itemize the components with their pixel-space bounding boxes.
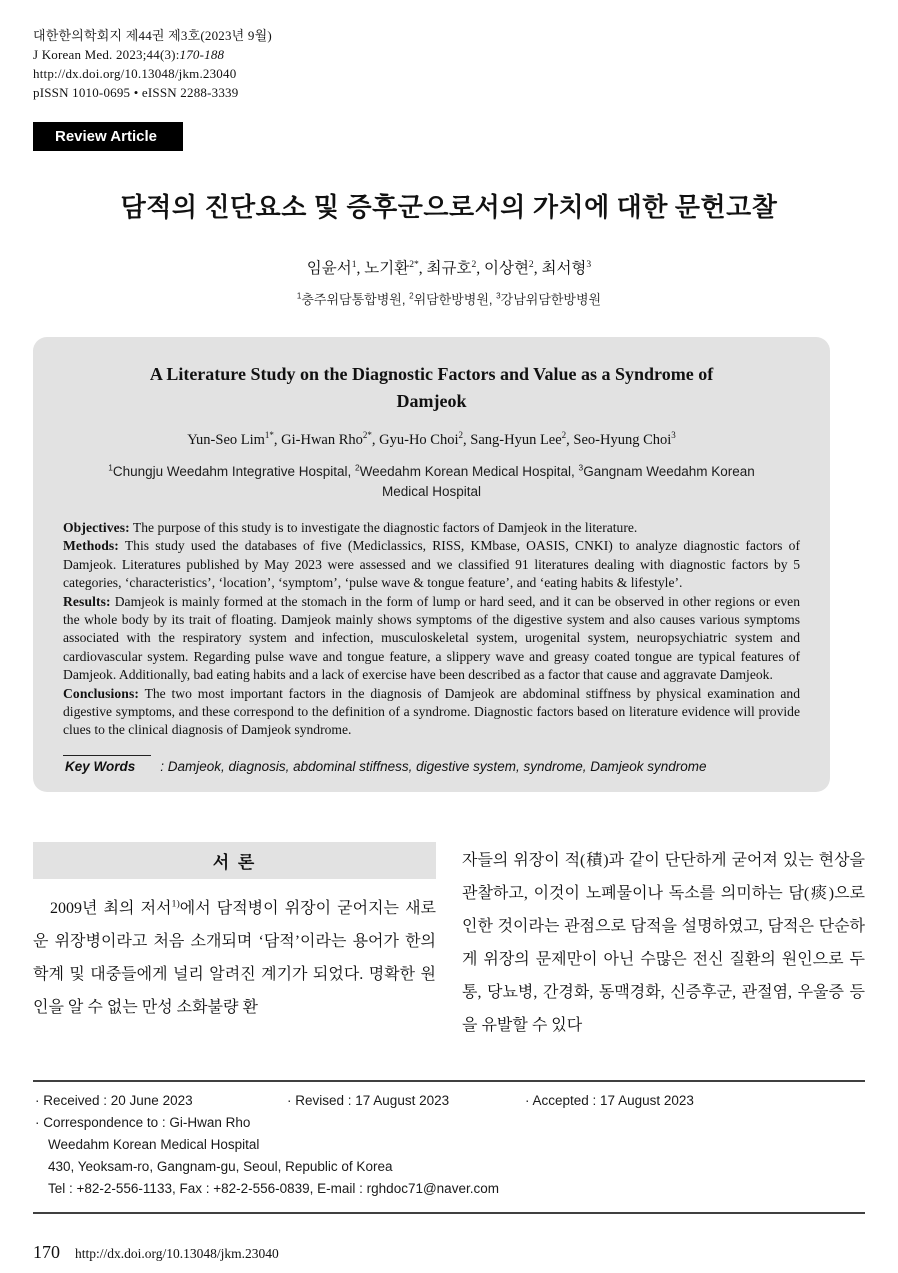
page-footer [33,1242,865,1263]
footnote-dates [35,1090,863,1112]
page-number: 170 [33,1241,60,1262]
affiliation-name: Chungju Weedahm Integrative Hospital [112,464,348,479]
abstract-section: Results: Damjeok is mainly formed at the stomach in the form of lump or hard seed, and it can be observed in other regions or even the whole body by its trait of floating. Damjeok mainly shows symptoms of the digestive system and also causes various symptoms associated with the respiratory system and infection, musculoskeletal system, urogenital system, neuropsychiatric system and cardiovascular system. Regarding pulse wave and tongue feature, a slippery wave and greasy coated tongue are typical features of Damjeok. Additionally, bad eating habits and a lack of exercise have been described as a factor that cause and aggravate Damjeok. [63,593,800,683]
author-name: 노기환 [364,260,410,277]
issn-line: pISSN 1010-0695 • eISSN 2288-3339 [33,85,239,100]
superscript: 3 [578,462,584,473]
intro-paragraph-left [33,892,436,1024]
author-name: Sang-Hyun Lee [470,432,562,448]
correspondence-details [35,1134,863,1200]
footnote-date-item: · Received : 20 June 2023 [35,1092,193,1108]
footnote-bullet: · [35,1114,40,1130]
authors-english: Yun-Seo Lim$^{1*}$, Gi-Hwan Rho$^{2*}$, Gyu-Ho Choi$^2$, Sang-Hyun Lee$^2$, Seo-Hyung Choi$^3$ [187,430,676,448]
abstract-panel [33,337,830,792]
section-heading: 서 론 [212,852,257,872]
reference-superscript: 1) [171,898,180,910]
author-name: 최서형 [541,260,587,277]
correspondence-detail-line: Weedahm Korean Medical Hospital [48,1136,260,1152]
superscript: 2 [409,291,414,301]
abstract-section: Methods: This study used the databases of five (Mediclassics, RISS, KMbase, OASIS, CNKI) to analyze diagnostic factors of Damjeok. Literatures published by May 2023 were assessed and we classified 91 literatures dealing with diagnostic factors by 5 categories, ‘characteristics’, ‘location’, ‘symptom’, ‘pulse wave & tongue feature’, and ‘eating habits & lifestyle’. [63,538,800,591]
author-name: 임윤서 [306,260,352,277]
abstract-sections [63,519,800,740]
superscript: 1 [108,462,113,473]
abstract-section-label: Objectives: [63,520,130,535]
superscript: 2 [561,430,567,441]
column-left [33,842,436,1042]
superscript: 3 [671,430,676,441]
journal-citation-block [33,26,865,102]
affiliation-name: 충주위담통합병원 [301,292,402,307]
footnote-date-item: · Accepted : 17 August 2023 [525,1092,694,1108]
section-heading-bar [33,842,436,879]
citation-pages: 170-188 [179,47,225,62]
keywords-text: : Damjeok, diagnosis, abdominal stiffness, digestive system, syndrome, Damjeok syndrome [160,758,707,774]
keywords-row [63,755,800,774]
introduction-section [33,842,865,1042]
citation-prefix: J Korean Med. 2023;44(3): [33,47,180,62]
journal-name-line: 대한한의학회지 제44권 제3호(2023년 9월) [33,28,272,43]
article-title-korean: 담적의 진단요소 및 증후군으로서의 가치에 대한 문헌고찰 [120,193,778,222]
author-name: Gyu-Ho Choi [379,432,459,448]
footnote-block [33,1080,865,1214]
superscript: 2 [355,462,360,473]
author-name: Yun-Seo Lim [187,432,265,448]
doi-line: http://dx.doi.org/10.13048/jkm.23040 [33,66,237,81]
author-name: Gi-Hwan Rho [281,432,363,448]
superscript: 3 [496,291,501,301]
superscript: 2 [471,258,477,270]
correspondence-detail-line: 430, Yeoksam-ro, Gangnam-gu, Seoul, Republic of Korea [48,1158,393,1174]
paragraph-text: 에서 담적병이 위장이 굳어지는 새로운 위장병이라고 처음 소개되며 ‘담적’이라는 용어가 한의학계 및 대중들에게 널리 알려진 계기가 되었다. 명확한 원인을 알 수 없는 만성 소화불량 환 [33,899,436,1016]
correspondence-line [35,1112,863,1134]
doi-text: http://dx.doi.org/10.13048/jkm.23040 [75,1245,279,1261]
superscript: 1 [296,291,302,301]
affiliations-korean: $^1$충주위담통합병원, $^2$위담한방병원, $^3$강남위담한방병원 [296,291,602,307]
paragraph-text: 2009년 최의 저서 [50,899,172,917]
affiliations-english: $^1$Chungju Weedahm Integrative Hospital, $^2$Weedahm Korean Medical Hospital, $^3$Gangnam Weedahm Korean Medical Hospital [108,462,755,499]
abstract-section-label: Conclusions: [63,685,139,701]
correspondence-detail-line: Tel : +82-2-556-1133, Fax : +82-2-556-0839, E-mail : rghdoc71@naver.com [48,1180,499,1196]
authors-korean: 임윤서$^1$, 노기환$^{2*}$, 최규호$^2$, 이상현$^2$, 최서형$^3$ [306,258,592,277]
keywords-label: Key Words [63,755,151,774]
author-name: 최규호 [426,260,472,277]
article-title-english: A Literature Study on the Diagnostic Factors and Value as a Syndrome of Damjeok [149,364,714,411]
affiliation-name: 강남위담한방병원 [500,292,602,307]
column-right [462,842,865,1042]
footnote-date-item: · Revised : 17 August 2023 [287,1092,450,1108]
author-name: Seo-Hyung Choi [573,432,672,448]
superscript: 2 [528,258,534,270]
author-name: 이상현 [484,260,529,277]
superscript: 1 [351,258,357,270]
review-article-badge: Review Article [33,122,183,151]
superscript: 3 [586,258,592,270]
affiliation-name: 위담한방병원 [413,292,489,307]
abstract-section-label: Methods: [63,538,119,554]
intro-paragraph-right: 자들의 위장이 적(積)과 같이 단단하게 굳어져 있는 현상을 관찰하고, 이것이 노폐물이나 독소를 의미하는 담(痰)으로 인한 것이라는 관점으로 담적을 설명하였고, 담적은 단순하게 위장의 문제만이 아닌 수많은 전신 질환의 원인으로 두통, 당뇨병, 간경화, 동맥경화, 신증후군, 관절염, 우울증 등을 유발할 수 있다 [462,851,865,1034]
abstract-section-label: Results: [63,593,111,609]
affiliation-name: Weedahm Korean Medical Hospital [359,464,572,479]
abstract-section: Conclusions: The two most important factors in the diagnosis of Damjeok are abdominal stiffness by physical examination and digestive symptoms, and these correspond to the definition of a syndrome. Diagnostic factors based on literature evidence will provide clues to the clinical diagnosis of Damjeok syndrome. [63,685,800,738]
superscript: 1* [264,430,274,441]
abstract-section: Objectives: The purpose of this study is to investigate the diagnostic factors of Damjeok in the literature. [63,520,638,535]
journal-citation-line [33,45,865,64]
superscript: 2* [362,430,372,441]
superscript: 2 [458,430,464,441]
superscript: 2* [409,258,419,270]
correspondence-label: Correspondence to : Gi-Hwan Rho [43,1114,251,1130]
affiliation-name: Gangnam Weedahm Korean Medical Hospital [381,464,755,499]
